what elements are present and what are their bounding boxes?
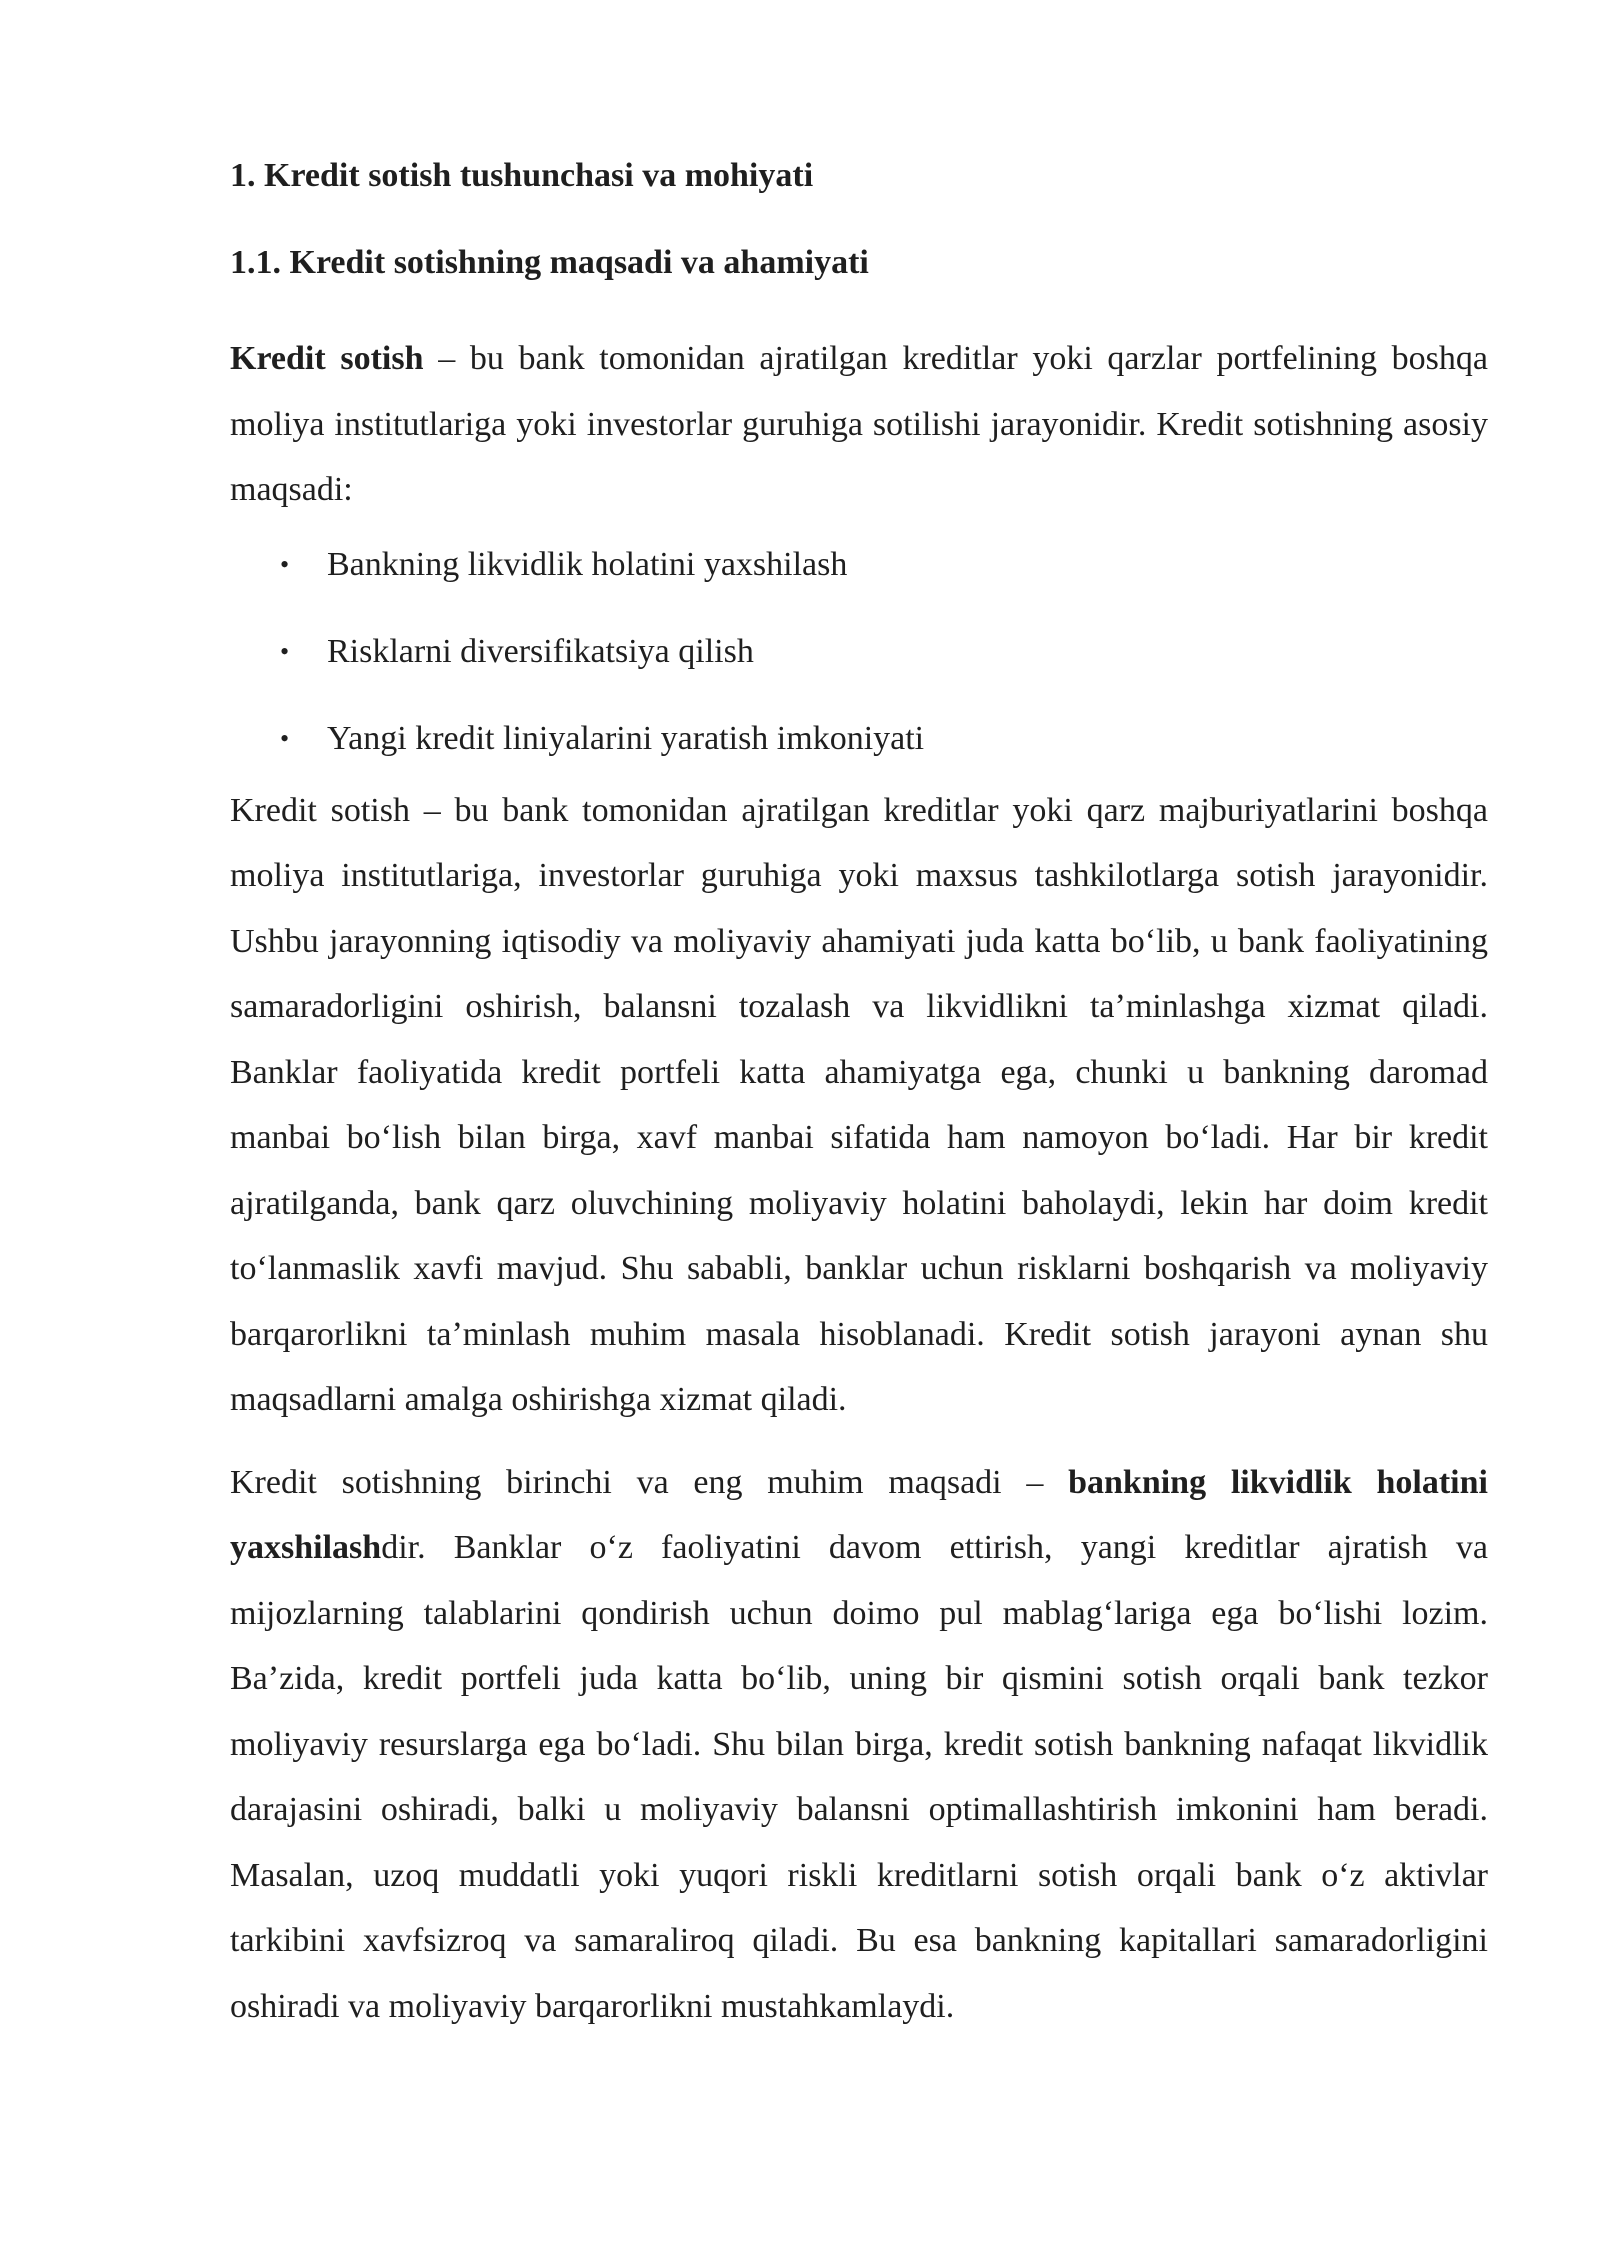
intro-text: – bu bank tomonidan ajratilgan kreditlar yoki qarzlar portfelining boshqa moliya institutlariga yoki investorlar guruhiga sotilishi jarayonidir. Kredit sotishning asosiy maqsadi: (230, 340, 1488, 508)
paragraph-2-emphasis: bankning likvidlik holatini yaxshilash (230, 1463, 1488, 1566)
list-item (230, 717, 1488, 761)
paragraph-2-rest: dir. Banklar oʻz faoliyatini davom ettirish, yangi kreditlar ajratish va mijozlarning talablarini qondirish uchun doimo pul mablagʻlariga ega boʻlishi lozim. Baʼzida, kredit portfeli juda katta boʻlib, uning bir qismini sotish orqali bank tezkor moliyaviy resurslarga ega boʻladi. Shu bilan birga, kredit sotish bankning nafaqat likvidlik darajasini oshiradi, balki u moliyaviy balansni optimallashtirish imkonini ham beradi. Masalan, uzoq muddatli yoki yuqori riskli kreditlarni sotish orqali bank oʻz aktivlar tarkibini xavfsizroq va samaraliroq qiladi. Bu esa bankning kapitallari samaradorligini oshiradi va moliyaviy barqarorlikni mustahkamlaydi. (230, 1529, 1488, 2025)
list-item (230, 543, 1488, 587)
intro-term: Kredit sotish (230, 340, 424, 377)
goals-list (230, 543, 1488, 761)
intro-paragraph (230, 326, 1488, 523)
bullet-icon: • (280, 549, 290, 579)
list-item-text: Bankning likvidlik holatini yaxshilash (327, 545, 848, 583)
paragraph-2-lead: Kredit sotishning birinchi va eng muhim maqsadi – (230, 1463, 1069, 1501)
list-item-text: Risklarni diversifikatsiya qilish (327, 632, 754, 670)
list-item-text: Yangi kredit liniyalarini yaratish imkoniyati (327, 719, 925, 757)
bullet-icon: • (280, 636, 290, 666)
body-paragraph-2 (230, 1450, 1488, 2040)
list-item (230, 630, 1488, 674)
body-paragraph-1: Kredit sotish – bu bank tomonidan ajratilgan kreditlar yoki qarz majburiyatlarini boshqa moliya institutlariga, investorlar guruhiga yoki maxsus tashkilotlarga sotish jarayonidir. Ushbu jarayonning iqtisodiy va moliyaviy ahamiyati juda katta boʻlib, u bank faoliyatining samaradorligini oshirish, balansni tozalash va likvidlikni taʼminlashga xizmat qiladi. Banklar faoliyatida kredit portfeli katta ahamiyatga ega, chunki u bankning daromad manbai boʻlish bilan birga, xavf manbai sifatida ham namoyon boʻladi. Har bir kredit ajratilganda, bank qarz oluvchining moliyaviy holatini baholaydi, lekin har doim kredit toʻlanmaslik xavfi mavjud. Shu sababli, banklar uchun risklarni boshqarish va moliyaviy barqarorlikni taʼminlash muhim masala hisoblanadi. Kredit sotish jarayoni aynan shu maqsadlarni amalga oshirishga xizmat qiladi. (230, 791, 1488, 1418)
subsection-heading: 1.1. Kredit sotishning maqsadi va ahamiyati (230, 244, 869, 281)
section-heading: 1. Kredit sotish tushunchasi va mohiyati (230, 157, 814, 194)
bullet-icon: • (280, 723, 290, 753)
